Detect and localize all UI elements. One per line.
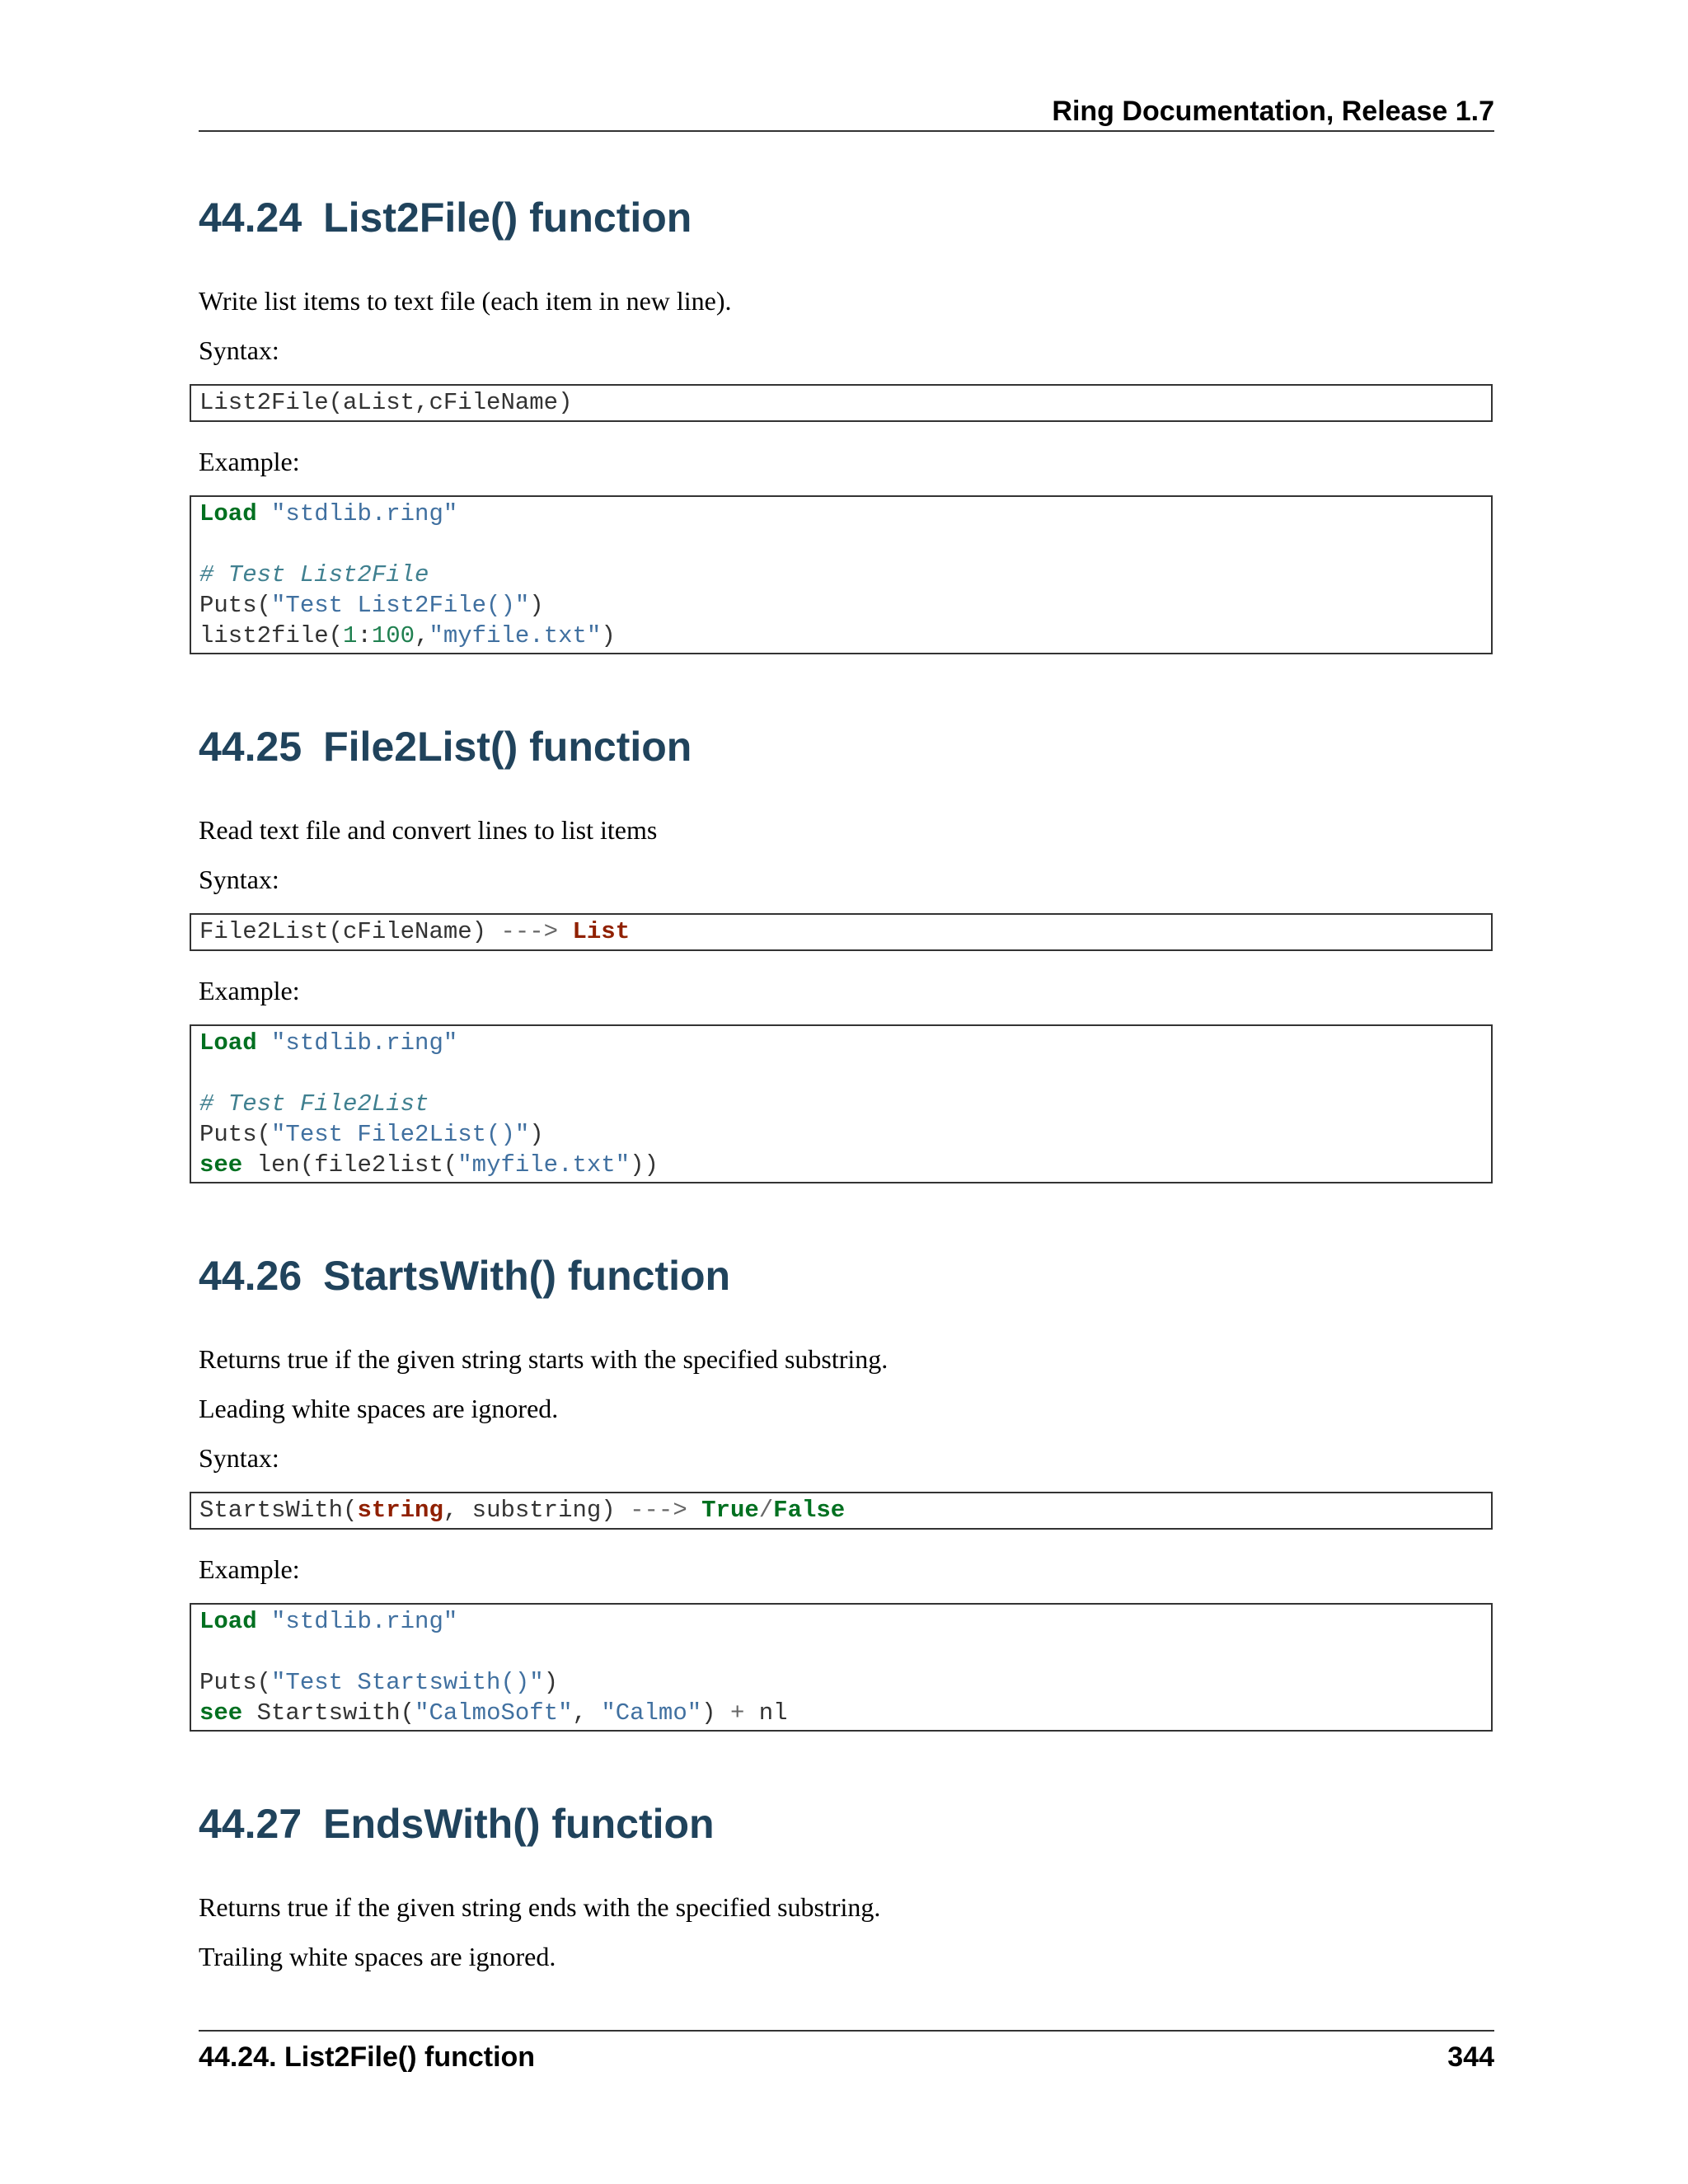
- syntax-block: [190, 384, 1493, 422]
- example-code-block: [190, 1024, 1493, 1183]
- section-description: Read text file and convert lines to list items: [199, 815, 658, 845]
- section-title: List2File() function: [323, 194, 692, 241]
- code-line-blank: [199, 1058, 1483, 1089]
- syntax-label: Syntax:: [199, 865, 279, 894]
- running-footer: [199, 2030, 1494, 2083]
- code-line: File2List(cFileName) ---> List: [199, 918, 631, 945]
- section-description: Returns true if the given string starts with the specified substring.: [199, 1344, 889, 1374]
- section-heading-44-27: [199, 1799, 715, 1849]
- section-heading-44-25: [199, 722, 692, 771]
- header-title: Ring Documentation, Release 1.7: [1052, 96, 1494, 127]
- section-description: Returns true if the given string ends with the specified substring.: [199, 1892, 881, 1922]
- footer-section: 44.24. List2File() function: [199, 2041, 536, 2073]
- code-line-blank: [199, 529, 1483, 560]
- section-number: 44.25: [199, 724, 302, 770]
- code-line: Puts("Test File2List()"): [199, 1121, 544, 1148]
- example-label: Example:: [199, 447, 300, 476]
- section-title: EndsWith() function: [323, 1801, 715, 1847]
- syntax-label: Syntax:: [199, 1443, 279, 1473]
- example-code-block: [190, 1603, 1493, 1732]
- section-title: File2List() function: [323, 724, 692, 770]
- section-number: 44.24: [199, 194, 302, 241]
- syntax-block: [190, 1492, 1493, 1530]
- code-line: Load "stdlib.ring": [199, 1608, 458, 1635]
- page-number: 344: [1447, 2041, 1494, 2073]
- section-heading-44-24: [199, 193, 692, 242]
- running-header: [199, 92, 1494, 132]
- code-line: list2file(1:100,"myfile.txt"): [199, 622, 616, 649]
- section-heading-44-26: [199, 1251, 730, 1301]
- code-line: # Test File2List: [199, 1090, 429, 1118]
- section-note: Trailing white spaces are ignored.: [199, 1942, 556, 1971]
- section-note: Leading white spaces are ignored.: [199, 1394, 559, 1423]
- code-line: Puts("Test Startswith()"): [199, 1669, 559, 1696]
- code-line: Puts("Test List2File()"): [199, 592, 544, 619]
- code-line: # Test List2File: [199, 561, 429, 588]
- section-description: Write list items to text file (each item in new line).: [199, 286, 732, 316]
- syntax-label: Syntax:: [199, 335, 279, 365]
- document-page: [199, 0, 1494, 2184]
- code-line: List2File(aList,cFileName): [199, 389, 573, 416]
- code-line: StartsWith(string, substring) ---> True/False: [199, 1497, 846, 1524]
- syntax-block: [190, 913, 1493, 951]
- example-code-block: [190, 495, 1493, 654]
- section-number: 44.27: [199, 1801, 302, 1847]
- code-line: Load "stdlib.ring": [199, 500, 458, 527]
- code-line-blank: [199, 1637, 1483, 1667]
- section-title: StartsWith() function: [323, 1253, 731, 1299]
- example-label: Example:: [199, 976, 300, 1005]
- code-line: see Startswith("CalmoSoft", "Calmo") + nl: [199, 1699, 788, 1727]
- code-line: Load "stdlib.ring": [199, 1029, 458, 1057]
- section-number: 44.26: [199, 1253, 302, 1299]
- code-line: see len(file2list("myfile.txt")): [199, 1151, 659, 1179]
- example-label: Example:: [199, 1554, 300, 1584]
